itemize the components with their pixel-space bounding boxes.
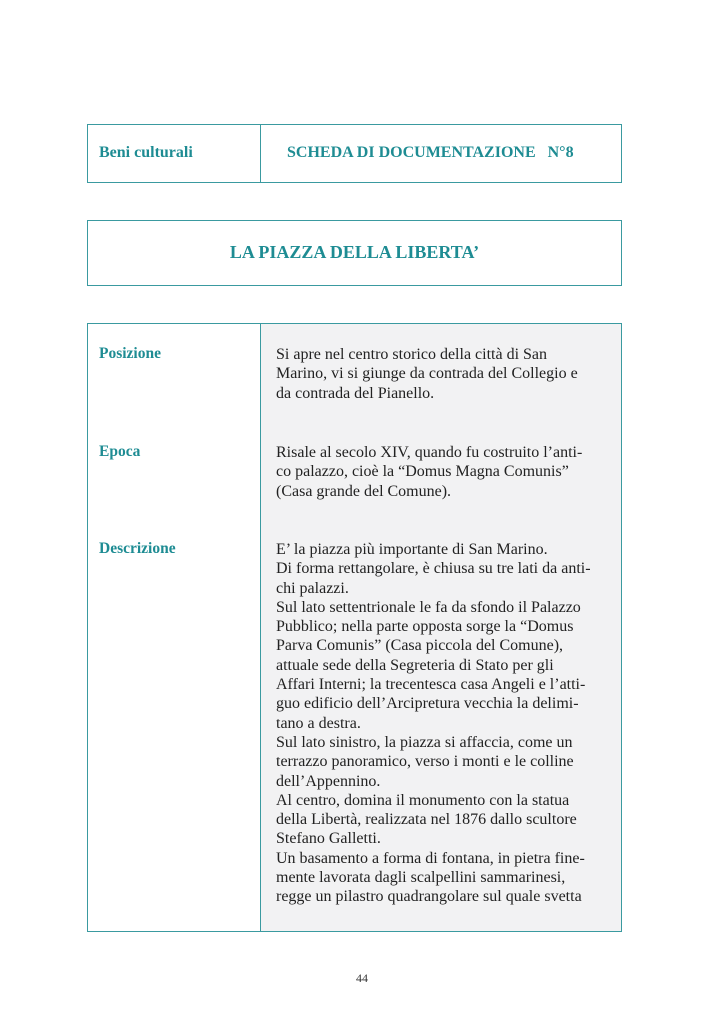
page-title: LA PIAZZA DELLA LIBERTA’ [229, 242, 480, 262]
section-label-epoca: Epoca [99, 443, 141, 460]
category-label: Beni culturali [99, 144, 193, 161]
content-table [87, 323, 622, 932]
section-text-descrizione [276, 540, 606, 907]
text-line: Al centro, domina il monumento con la statua [276, 791, 570, 809]
text-line: regge un pilastro quadrangolare sul quale svetta [276, 888, 582, 906]
text-line: dell’Appennino. [276, 772, 381, 790]
text-line: Affari Interni; la trecentesca casa Angeli e l’atti- [276, 676, 586, 694]
text-line: E’ la piazza più importante di San Marino. [276, 541, 548, 558]
text-line: co palazzo, cioè la “Domus Magna Comunis” [276, 463, 569, 481]
text-line: chi palazzi. [276, 579, 349, 597]
text-line: tano a destra. [276, 714, 361, 732]
text-line: Un basamento a forma di fontana, in pietra fine- [276, 849, 585, 867]
text-line: guo edificio dell’Arcipretura vecchia la delimi- [276, 695, 579, 713]
text-line: terrazzo panoramico, verso i monti e le colline [276, 753, 574, 771]
page-number: 44 [356, 971, 368, 985]
text-line: Stefano Galletti. [276, 830, 381, 848]
text-line: Si apre nel centro storico della città di San [276, 346, 548, 363]
sheet-title: SCHEDA DI DOCUMENTAZIONE N°8 [287, 144, 574, 161]
text-line: mente lavorata dagli scalpellini sammarinesi, [276, 869, 566, 887]
content-divider [260, 324, 261, 931]
text-line: (Casa grande del Comune). [276, 482, 452, 500]
text-line: Parva Comunis” (Casa piccola del Comune), [276, 637, 564, 655]
text-line: Sul lato settentrionale le fa da sfondo il Palazzo [276, 598, 581, 616]
section-label-posizione: Posizione [99, 345, 161, 362]
header-box [87, 124, 622, 183]
text-line: da contrada del Pianello. [276, 384, 435, 402]
text-line: Risale al secolo XIV, quando fu costruito l’anti- [276, 444, 583, 461]
header-divider [260, 125, 261, 182]
title-box [87, 220, 622, 286]
text-line: attuale sede della Segreteria di Stato per gli [276, 656, 554, 674]
text-line: della Libertà, realizzata nel 1876 dallo scultore [276, 811, 577, 829]
text-line: Sul lato sinistro, la piazza si affaccia, come un [276, 733, 573, 751]
text-line: Marino, vi si giunge da contrada del Collegio e [276, 365, 578, 383]
section-text-epoca [276, 443, 606, 501]
text-line: Pubblico; nella parte opposta sorge la “Domus [276, 618, 574, 636]
text-line: Di forma rettangolare, è chiusa su tre lati da anti- [276, 560, 591, 578]
section-label-descrizione: Descrizione [99, 540, 176, 557]
section-text-posizione [276, 345, 606, 403]
